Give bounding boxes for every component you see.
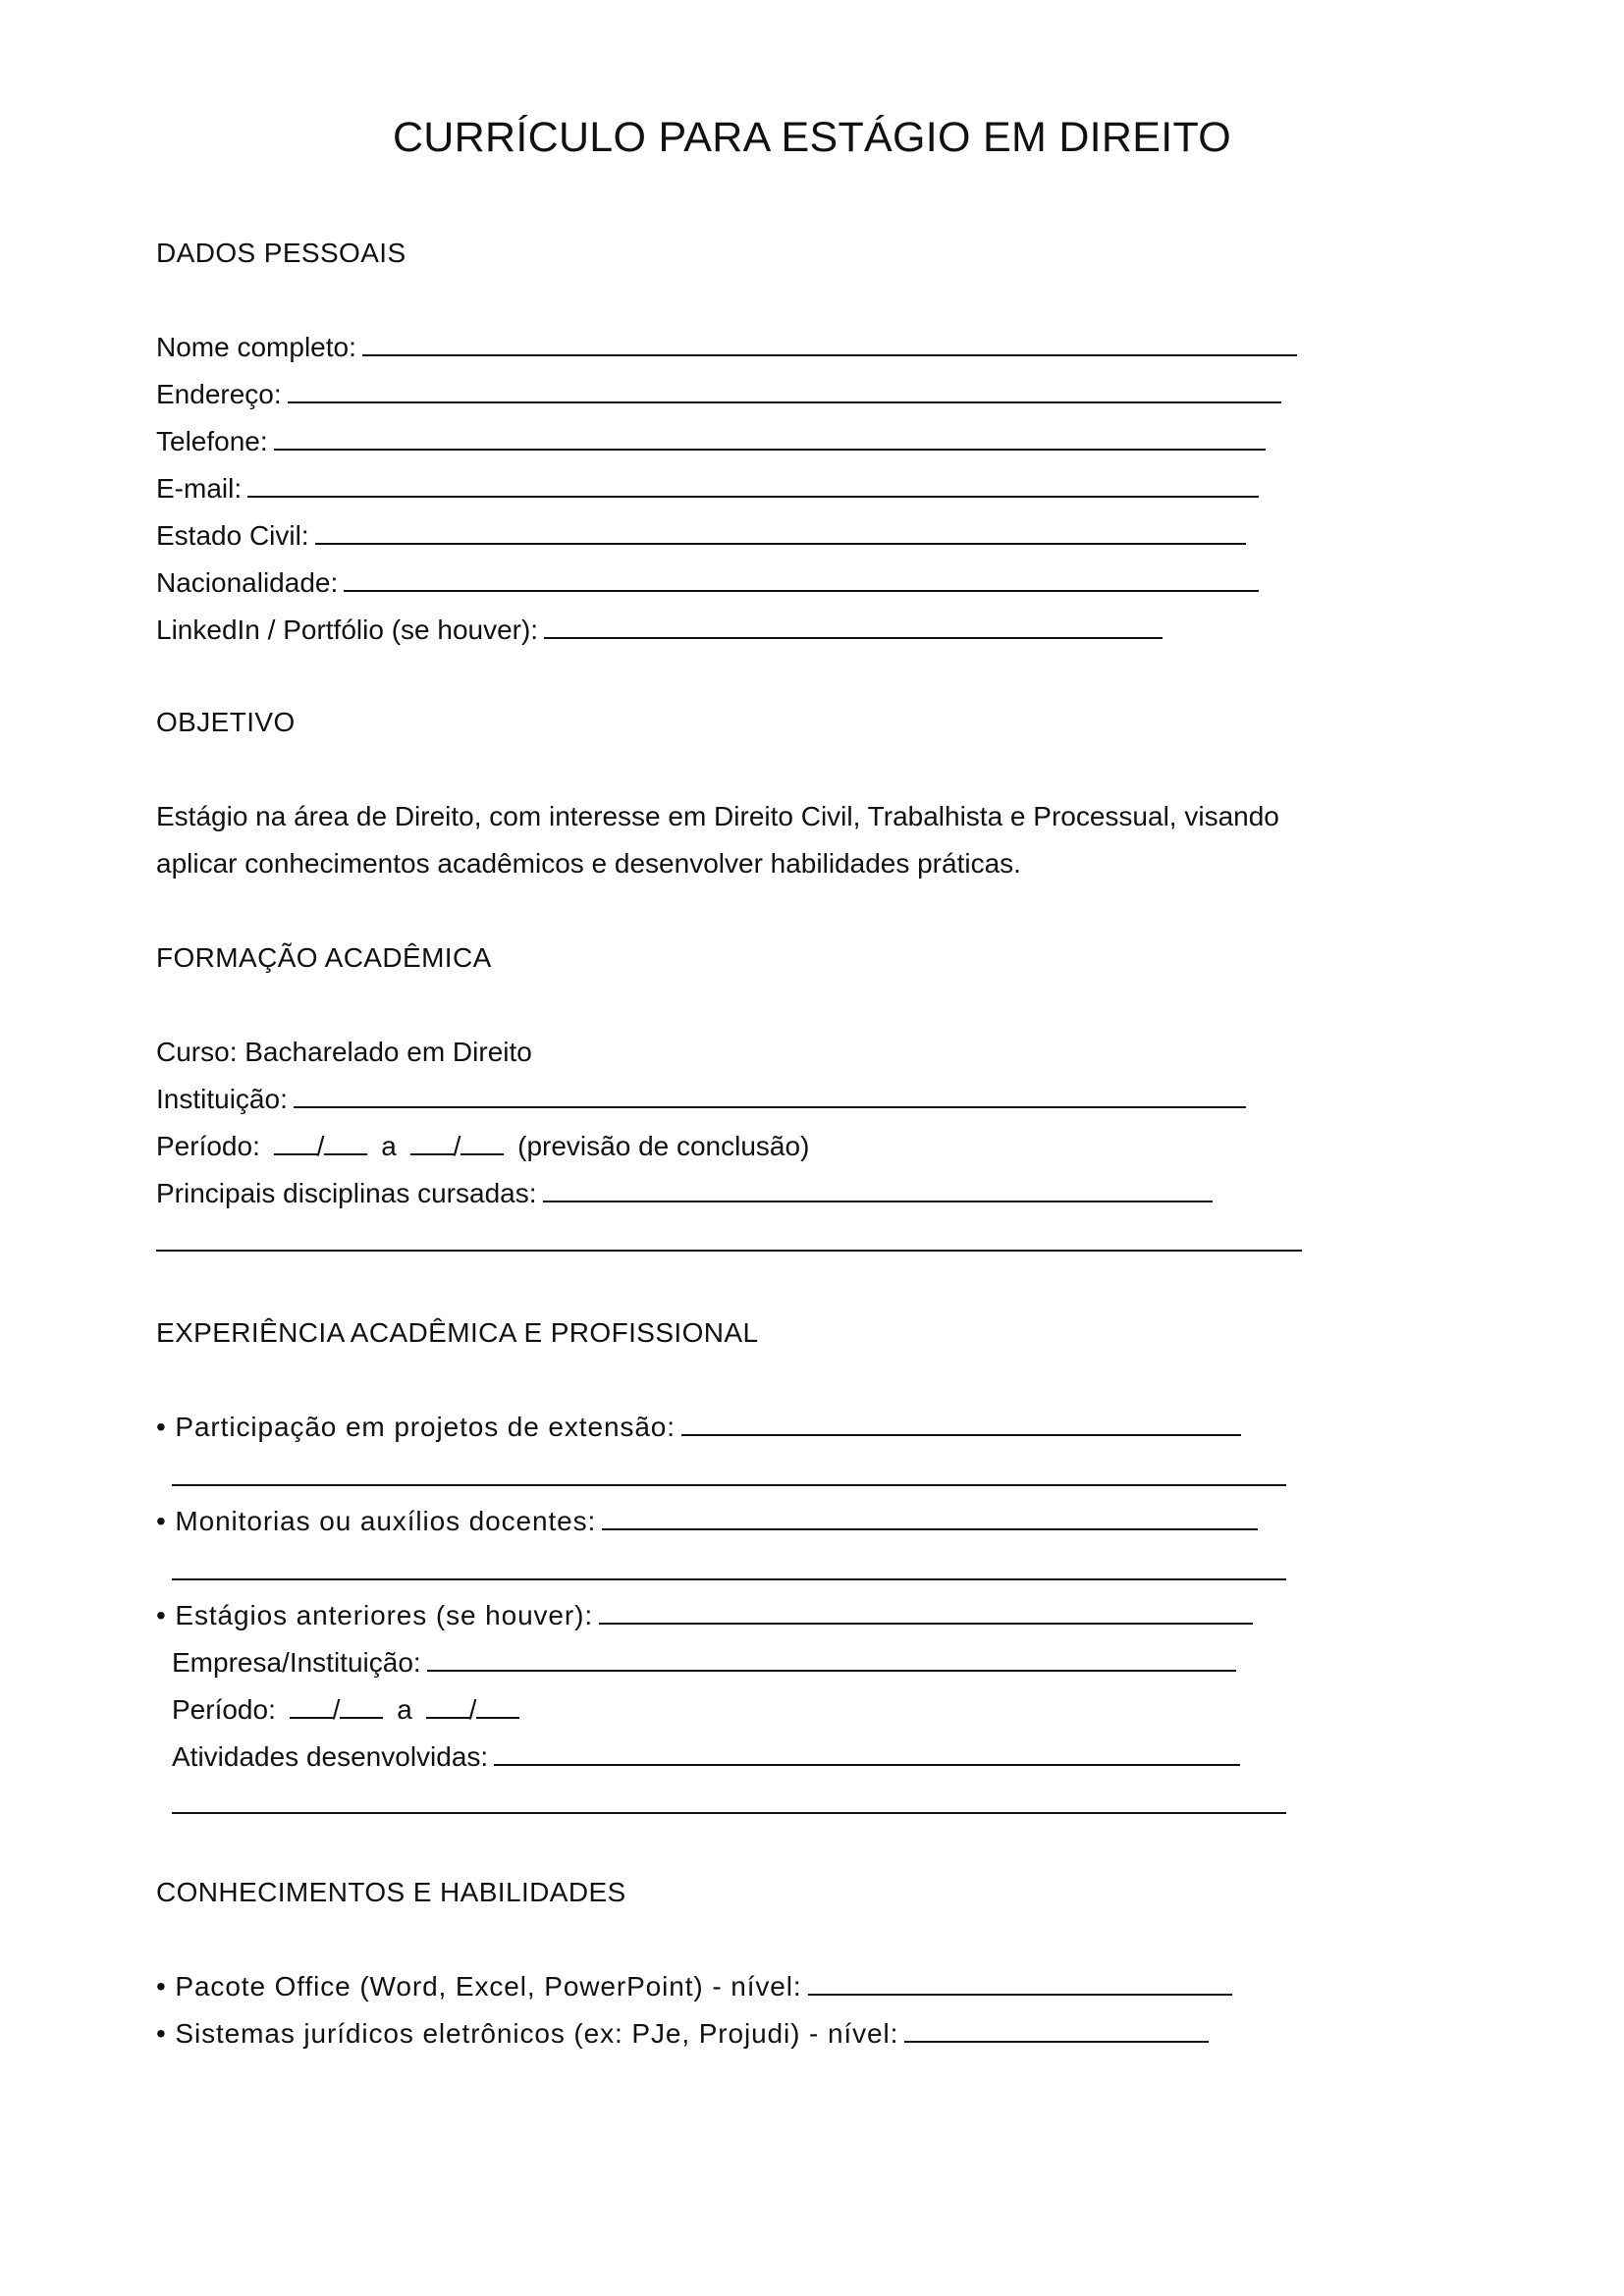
field-row-legal-systems-level — [156, 2016, 1209, 2052]
disciplines-blank[interactable] — [543, 1200, 1213, 1202]
nationality-blank[interactable] — [344, 589, 1259, 592]
internships-blank[interactable] — [599, 1622, 1253, 1625]
activities-blank[interactable] — [494, 1763, 1240, 1766]
extension-continuation-blank[interactable] — [172, 1484, 1286, 1486]
field-label-full-name: Nome completo: — [156, 332, 356, 362]
field-label-institution: Instituição: — [156, 1084, 288, 1114]
page-title: CURRÍCULO PARA ESTÁGIO EM DIREITO — [392, 114, 1232, 161]
legal-systems-level-blank[interactable] — [904, 2040, 1209, 2043]
internship-start-year-blank[interactable] — [340, 1716, 383, 1719]
institution-blank[interactable] — [294, 1105, 1246, 1108]
monitoring-blank[interactable] — [602, 1527, 1258, 1530]
date-separator: / — [332, 1694, 341, 1725]
field-row-internship-period — [172, 1692, 519, 1728]
field-row-company — [172, 1645, 1236, 1681]
field-row-extension — [156, 1410, 1241, 1445]
field-label-legal-systems-level: • Sistemas jurídicos eletrônicos (ex: PJe, Projudi) - nível: — [156, 2018, 899, 2049]
linkedin-blank[interactable] — [544, 636, 1163, 639]
field-row-linkedin — [156, 613, 1163, 648]
field-label-nationality: Nacionalidade: — [156, 567, 339, 598]
date-separator: / — [453, 1131, 461, 1161]
education-course: Curso: Bacharelado em Direito — [156, 1037, 532, 1067]
marital-status-blank[interactable] — [315, 542, 1246, 545]
field-label-internship-period: Período: — [172, 1694, 276, 1725]
field-label-email: E-mail: — [156, 473, 243, 504]
section-heading-objective: OBJETIVO — [156, 707, 296, 737]
full-name-blank[interactable] — [362, 353, 1297, 356]
field-row-nationality — [156, 565, 1259, 601]
field-label-activities: Atividades desenvolvidas: — [172, 1741, 489, 1772]
field-label-marital-status: Estado Civil: — [156, 520, 309, 551]
field-label-office-level: • Pacote Office (Word, Excel, PowerPoint) - nível: — [156, 1971, 802, 2002]
objective-text-line-2: aplicar conhecimentos acadêmicos e desenvolver habilidades práticas. — [156, 848, 1021, 879]
section-heading-skills: CONHECIMENTOS E HABILIDADES — [156, 1877, 626, 1907]
date-separator: / — [316, 1131, 325, 1161]
period-connector: a — [397, 1694, 412, 1725]
field-label-company: Empresa/Instituição: — [172, 1647, 421, 1678]
internship-start-month-blank[interactable] — [290, 1716, 333, 1719]
phone-blank[interactable] — [274, 448, 1266, 451]
field-row-office-level — [156, 1969, 1232, 2004]
address-blank[interactable] — [288, 400, 1281, 403]
section-heading-personal: DADOS PESSOAIS — [156, 238, 406, 268]
education-start-month-blank[interactable] — [274, 1152, 317, 1155]
field-row-marital-status — [156, 518, 1246, 554]
section-heading-experience: EXPERIÊNCIA ACADÊMICA E PROFISSIONAL — [156, 1317, 759, 1348]
field-row-disciplines — [156, 1176, 1213, 1211]
field-label-internships: • Estágios anteriores (se houver): — [156, 1600, 594, 1630]
education-end-month-blank[interactable] — [410, 1152, 454, 1155]
date-separator: / — [468, 1694, 477, 1725]
monitoring-continuation-blank[interactable] — [172, 1578, 1286, 1580]
field-label-monitoring: • Monitorias ou auxílios docentes: — [156, 1506, 597, 1536]
period-connector: a — [381, 1131, 397, 1161]
field-row-phone — [156, 424, 1266, 459]
education-start-year-blank[interactable] — [324, 1152, 367, 1155]
objective-text-line-1: Estágio na área de Direito, com interesse em Direito Civil, Trabalhista e Processual, visando — [156, 801, 1279, 831]
field-row-email — [156, 471, 1259, 507]
field-label-disciplines: Principais disciplinas cursadas: — [156, 1178, 537, 1208]
section-heading-education: FORMAÇÃO ACADÊMICA — [156, 942, 492, 973]
internship-end-month-blank[interactable] — [426, 1716, 469, 1719]
field-row-institution — [156, 1082, 1246, 1117]
extension-blank[interactable] — [681, 1433, 1241, 1436]
field-label-extension: • Participação em projetos de extensão: — [156, 1412, 676, 1442]
education-end-year-blank[interactable] — [460, 1152, 504, 1155]
field-label-phone: Telefone: — [156, 426, 268, 456]
field-row-education-period — [156, 1129, 809, 1164]
field-row-full-name — [156, 330, 1297, 365]
disciplines-continuation-blank[interactable] — [156, 1250, 1302, 1252]
company-blank[interactable] — [427, 1669, 1236, 1672]
period-note: (previsão de conclusão) — [517, 1131, 810, 1161]
activities-continuation-blank[interactable] — [172, 1812, 1286, 1814]
email-blank[interactable] — [247, 495, 1259, 498]
field-row-monitoring — [156, 1504, 1258, 1539]
field-label-linkedin: LinkedIn / Portfólio (se houver): — [156, 614, 539, 645]
internship-end-year-blank[interactable] — [476, 1716, 519, 1719]
office-level-blank[interactable] — [808, 1993, 1232, 1996]
field-row-activities — [172, 1739, 1240, 1775]
field-row-address — [156, 377, 1281, 412]
field-label-education-period: Período: — [156, 1131, 260, 1161]
field-row-internships — [156, 1598, 1253, 1633]
field-label-address: Endereço: — [156, 379, 282, 409]
